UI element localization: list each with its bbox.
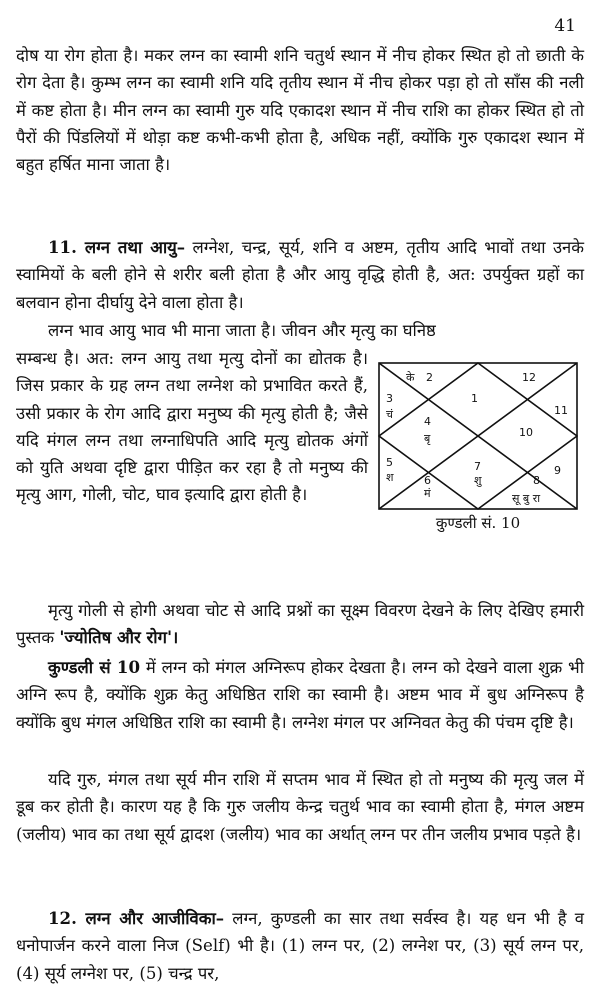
section-11-paragraph xyxy=(16,234,584,316)
kundali-chart xyxy=(378,362,578,510)
planet-saturn-label: श xyxy=(386,471,394,484)
planet-venus-label: शु xyxy=(474,474,482,487)
section-11-heading: 11. लग्न तथा आयु– xyxy=(48,237,186,257)
house-1-number: 1 xyxy=(471,392,478,405)
house-8-number: 8 xyxy=(533,474,540,487)
paragraph-4 xyxy=(16,597,584,652)
house-12-number: 12 xyxy=(522,371,536,384)
paragraph-6: यदि गुरु, मंगल तथा सूर्य मीन राशि में सप्तम भाव में स्थित हो तो मनुष्य की मृत्यु जल में डूब कर होती है। कारण यह है कि गुरु जलीय केन्द्र चतुर्थ भाव का स्वामी होता है, मंगल अष्टम (जलीय) भाव का तथा सूर्य द्वादश (जलीय) भाव का अर्थात् लग्न पर तीन जलीय प्रभाव पड़ते है। xyxy=(16,770,584,844)
planet-sun-mercury-rahu-label: सू बु रा xyxy=(512,492,541,505)
planet-jupiter-label: बृ xyxy=(424,432,431,445)
paragraph-5-text: में लग्न को मंगल अग्निरूप होकर देखता है। लग्न को देखने वाला शुक्र भी अग्नि रूप है, क्योंकि शुक्र केतु अधिष्ठित राशि का स्वामी है। अष्टम भाव में बुध अग्निरूप है क्योंकि बुध मंगल अधिष्ठित राशि का स्वामी है। लग्नेश मंगल पर अग्निवत केतु की पंचम दृष्टि है। xyxy=(16,658,584,732)
section-12-heading: 12. लग्न और आजीविका– xyxy=(48,908,225,928)
section-12-paragraph xyxy=(16,905,584,987)
paragraph-3-wrapped: सम्बन्ध है। अत: लग्न आयु तथा मृत्यु दोनों का द्योतक है। जिस प्रकार के ग्रह लग्न तथा लग्नेश को प्रभावित करते हैं, उसी प्रकार के रोग आदि द्वारा मनुष्य की मृत्यु होती है; जैसे यदि मंगल लग्न तथा लग्नाधिपति आदि मृत्यु द्योतक अंगों को युति अथवा दृष्टि द्वारा पीड़ित कर रहा है तो मनुष्य की मृत्यु आग, गोली, चोट, घाव इत्यादि द्वारा होती है। xyxy=(16,349,368,505)
planet-mars-label: मं xyxy=(424,487,431,500)
house-5-number: 5 xyxy=(386,456,393,469)
planet-moon-label: चं xyxy=(386,408,393,421)
paragraph-3-lead: लग्न भाव आयु भाव भी माना जाता है। जीवन और मृत्यु का घनिष्ठ xyxy=(48,321,436,340)
paragraph-5 xyxy=(16,654,584,736)
house-9-number: 9 xyxy=(554,464,561,477)
house-4-number: 4 xyxy=(424,415,431,428)
house-6-number: 6 xyxy=(424,474,431,487)
kundali-caption: कुण्डली सं. 10 xyxy=(435,514,521,532)
book-title: 'ज्योतिष और रोग'। xyxy=(59,627,179,648)
house-3-number: 3 xyxy=(386,392,393,405)
paragraph-4-text: मृत्यु गोली से होगी अथवा चोट से आदि प्रश्नों का सूक्ष्म विवरण देखने के लिए देखिए हमारी पुस्तक xyxy=(16,601,584,648)
house-2-number: 2 xyxy=(426,371,433,384)
section-11-text: लग्नेश, चन्द्र, सूर्य, शनि व अष्टम, तृतीय आदि भावों तथा उनके स्वामियों के बली होने से शरीर बली होता है और आयु वृद्धि होती है, अत: उपर्युक्त ग्रहों का बलवान होना दीर्घायु देने वाला होता है। xyxy=(16,238,585,312)
page-number: 41 xyxy=(554,16,576,36)
house-10-number: 10 xyxy=(519,426,533,439)
kundali-reference: कुण्डली सं 10 xyxy=(48,657,141,677)
house-11-number: 11 xyxy=(554,404,568,417)
house-7-number: 7 xyxy=(474,460,481,473)
section-12-text: लग्न, कुण्डली का सार तथा सर्वस्व है। यह धन भी है व धनोपार्जन करने वाला निज (Self) भी है। (1) लग्न पर, (2) लग्नेश पर, (3) सूर्य लग्न पर, (4) सूर्य लग्नेश पर, (5) चन्द्र पर, xyxy=(16,909,584,983)
planet-ketu-label: के xyxy=(406,371,415,384)
paragraph-1: दोष या रोग होता है। मकर लग्न का स्वामी शनि चतुर्थ स्थान में नीच होकर स्थित हो तो छाती के रोग देता है। कुम्भ लग्न का स्वामी शनि यदि तृतीय स्थान में नीच होकर पड़ा हो तो साँस की नली में कष्ट होता है। मीन लग्न का स्वामी गुरु यदि एकादश स्थान में नीच राशि का होकर स्थित हो तो पैरों की पिंडलियों में थोड़ा कष्ट कभी-कभी होता है, अधिक नहीं, क्योंकि गुरु एकादश स्थान में बहुत हर्षित माना जाता है। xyxy=(16,46,584,175)
